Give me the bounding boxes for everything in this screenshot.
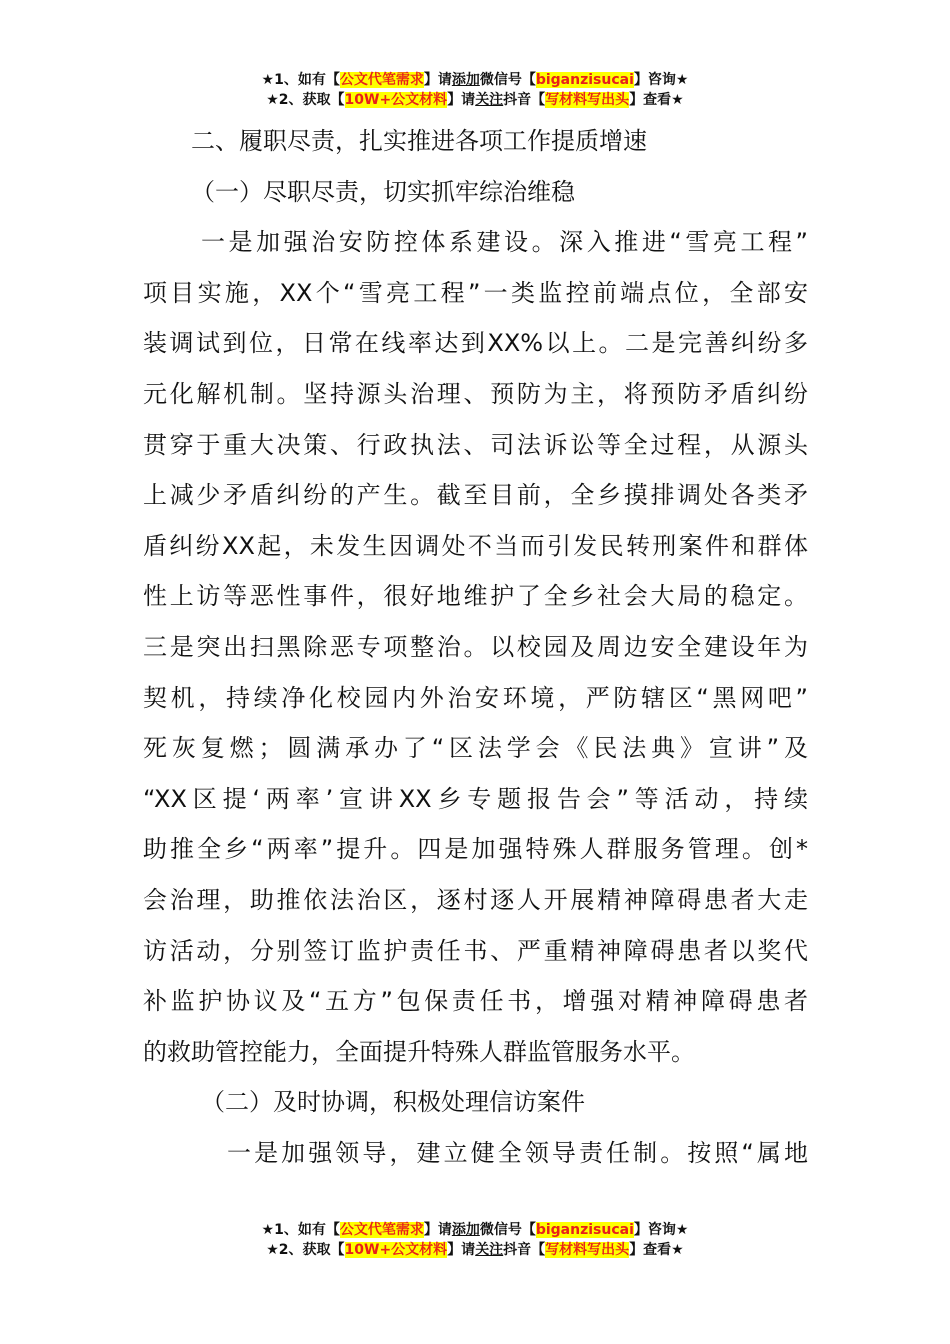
ad-line-2: ★2、获取【10W+公文材料】请关注抖音【写材料写出头】查看★ (266, 1242, 684, 1258)
paragraph-line: “XX区提‘两率’宣讲XX乡专题报告会”等活动，持续 (143, 784, 808, 813)
paragraph-line: 会治理，助推依法治区，逐村逐人开展精神障碍患者大走 (143, 885, 808, 914)
paragraph-line: 元化解机制。坚持源头治理、预防为主，将预防矛盾纠纷 (143, 379, 808, 408)
paragraph-line: 助推全乡“两率”提升。四是加强特殊人群服务管理。创* (143, 835, 808, 864)
ad-highlight-wechat: biganzisucai (535, 1222, 634, 1238)
ad-highlight-wechat: biganzisucai (535, 72, 634, 88)
paragraph-line: 性上访等恶性事件，很好地维护了全乡社会大局的稳定。 (143, 582, 808, 611)
paragraph-line: 一是加强治安防控体系建设。深入推进“雪亮工程” (201, 228, 808, 257)
paragraph-line: 死灰复燃；圆满承办了“区法学会《民法典》宣讲”及 (143, 734, 808, 763)
document-body (143, 116, 808, 1178)
paragraph-line: 契机，持续净化校园内外治安环境，严防辖区“黑网吧” (143, 683, 808, 712)
paragraph-1 (143, 217, 808, 1077)
paragraph-line: 项目实施，XX个“雪亮工程”一类监控前端点位，全部安 (143, 278, 808, 307)
paragraph-line: 补监护协议及“五方”包保责任书，增强对精神障碍患者 (143, 987, 808, 1016)
ad-highlight-service: 公文代笔需求 (339, 1222, 424, 1238)
ad-highlight-douyin: 写材料写出头 (545, 1242, 630, 1258)
paragraph-line: 装调试到位，日常在线率达到XX%以上。二是完善纠纷多 (143, 329, 808, 358)
paragraph-line: 三是突出扫黑除恶专项整治。以校园及周边安全建设年为 (143, 632, 808, 661)
ad-highlight-douyin: 写材料写出头 (545, 92, 630, 108)
paragraph-line: 贯穿于重大决策、行政执法、司法诉讼等全过程，从源头 (143, 430, 808, 459)
ad-line-2: ★2、获取【10W+公文材料】请关注抖音【写材料写出头】查看★ (266, 92, 684, 108)
subsection-heading-1: （一）尽职尽责，切实抓牢综治维稳 (191, 177, 575, 206)
paragraph-line: 访活动，分别签订监护责任书、严重精神障碍患者以奖代 (143, 936, 808, 965)
ad-line-1: ★1、如有【公文代笔需求】请添加微信号【biganzisucai】咨询★ (261, 1222, 689, 1238)
ad-banner-bottom (0, 1220, 950, 1260)
subsection-heading-2: （二）及时协调，积极处理信访案件 (201, 1088, 585, 1117)
paragraph-2-line: 一是加强领导，建立健全领导责任制。按照“属地 (227, 1138, 808, 1167)
ad-line-1: ★1、如有【公文代笔需求】请添加微信号【biganzisucai】咨询★ (261, 72, 689, 88)
paragraph-line: 上减少矛盾纠纷的产生。截至目前，全乡摸排调处各类矛 (143, 481, 808, 510)
ad-highlight-service: 公文代笔需求 (339, 72, 424, 88)
section-heading: 二、履职尽责，扎实推进各项工作提质增速 (191, 127, 647, 155)
ad-highlight-materials: 10W+公文材料 (344, 1242, 448, 1258)
ad-banner-top (0, 70, 950, 110)
paragraph-line: 的救助管控能力，全面提升特殊人群监管服务水平。 (143, 1037, 695, 1066)
ad-highlight-materials: 10W+公文材料 (344, 92, 448, 108)
paragraph-line: 盾纠纷XX起，未发生因调处不当而引发民转刑案件和群体 (143, 531, 808, 560)
